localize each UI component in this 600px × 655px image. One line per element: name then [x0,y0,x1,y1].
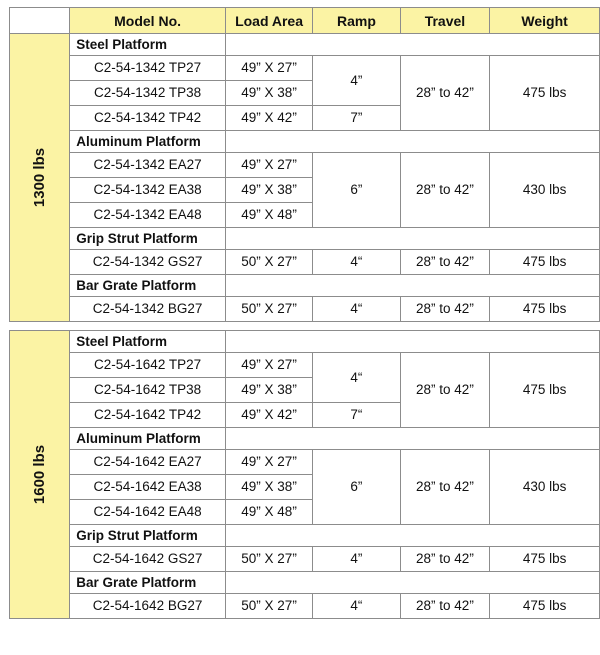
model-number-cell: C2-54-1642 EA27 [70,450,226,475]
group-header-row [10,572,600,594]
load-area-cell: 49” X 38” [225,81,312,106]
platform-group-title: Bar Grate Platform [70,572,226,594]
table-row [10,56,600,81]
load-area-cell: 50” X 27” [225,594,312,619]
ramp-cell: 4“ [313,594,401,619]
platform-group-title: Grip Strut Platform [70,228,226,250]
load-area-cell: 49” X 42” [225,403,312,428]
group-header-filler [225,572,599,594]
load-area-cell: 49” X 27” [225,56,312,81]
load-area-cell: 49” X 38” [225,475,312,500]
group-header-row [10,331,600,353]
model-number-cell: C2-54-1342 EA38 [70,178,226,203]
section-separator [10,322,600,331]
group-header-row [10,428,600,450]
load-area-cell: 49” X 38” [225,178,312,203]
load-area-cell: 50” X 27” [225,250,312,275]
header-travel: Travel [400,8,490,34]
weight-cell: 475 lbs [490,250,600,275]
load-area-cell: 49” X 48” [225,203,312,228]
separator-cell [10,322,600,331]
model-number-cell: C2-54-1342 TP38 [70,81,226,106]
platform-group-title: Aluminum Platform [70,428,226,450]
weight-cell: 430 lbs [490,153,600,228]
travel-cell: 28” to 42” [400,153,490,228]
model-number-cell: C2-54-1642 GS27 [70,547,226,572]
weight-cell: 475 lbs [490,297,600,322]
model-number-cell: C2-54-1342 TP42 [70,106,226,131]
travel-cell: 28” to 42” [400,56,490,131]
table-row [10,353,600,378]
load-area-cell: 50” X 27” [225,297,312,322]
weight-cell: 475 lbs [490,594,600,619]
capacity-label-text: 1300 lbs [31,147,49,208]
ramp-cell: 4“ [313,353,401,403]
group-header-filler [225,525,599,547]
model-number-cell: C2-54-1642 BG27 [70,594,226,619]
load-area-cell: 49” X 27” [225,353,312,378]
group-header-row [10,275,600,297]
load-area-cell: 49” X 27” [225,153,312,178]
load-area-cell: 49” X 42” [225,106,312,131]
ramp-cell: 7” [313,106,401,131]
header-ramp: Ramp [313,8,401,34]
load-area-cell: 49” X 48” [225,500,312,525]
table-row [10,547,600,572]
group-header-row [10,131,600,153]
model-number-cell: C2-54-1642 EA38 [70,475,226,500]
capacity-label [10,34,70,322]
capacity-label-text: 1600 lbs [31,444,49,505]
travel-cell: 28” to 42” [400,297,490,322]
table-row [10,594,600,619]
group-header-filler [225,34,599,56]
table-row [10,297,600,322]
model-number-cell: C2-54-1642 TP42 [70,403,226,428]
table-row [10,153,600,178]
spec-table-container [9,7,600,619]
travel-cell: 28” to 42” [400,594,490,619]
platform-group-title: Aluminum Platform [70,131,226,153]
weight-cell: 475 lbs [490,547,600,572]
ramp-cell: 4“ [313,297,401,322]
travel-cell: 28” to 42” [400,353,490,428]
travel-cell: 28” to 42” [400,547,490,572]
ramp-cell: 6” [313,153,401,228]
header-model: Model No. [70,8,226,34]
spec-table-body [10,34,600,619]
group-header-filler [225,428,599,450]
load-area-cell: 50” X 27” [225,547,312,572]
ramp-cell: 4” [313,547,401,572]
travel-cell: 28” to 42” [400,250,490,275]
group-header-filler [225,228,599,250]
ramp-cell: 4” [313,56,401,106]
header-load-area: Load Area [225,8,312,34]
group-header-row [10,34,600,56]
platform-group-title: Bar Grate Platform [70,275,226,297]
ramp-cell: 4“ [313,250,401,275]
model-number-cell: C2-54-1342 EA27 [70,153,226,178]
ramp-cell: 7“ [313,403,401,428]
header-row [10,8,600,34]
platform-group-title: Grip Strut Platform [70,525,226,547]
group-header-row [10,228,600,250]
load-area-cell: 49” X 38” [225,378,312,403]
group-header-filler [225,275,599,297]
table-row [10,250,600,275]
header-weight: Weight [490,8,600,34]
model-number-cell: C2-54-1342 TP27 [70,56,226,81]
load-area-cell: 49” X 27” [225,450,312,475]
ramp-cell: 6” [313,450,401,525]
weight-cell: 475 lbs [490,353,600,428]
weight-cell: 430 lbs [490,450,600,525]
model-number-cell: C2-54-1342 GS27 [70,250,226,275]
travel-cell: 28” to 42” [400,450,490,525]
header-blank [10,8,70,34]
spec-table [9,7,600,619]
model-number-cell: C2-54-1342 BG27 [70,297,226,322]
model-number-cell: C2-54-1642 EA48 [70,500,226,525]
model-number-cell: C2-54-1642 TP27 [70,353,226,378]
weight-cell: 475 lbs [490,56,600,131]
capacity-label [10,331,70,619]
platform-group-title: Steel Platform [70,34,226,56]
platform-group-title: Steel Platform [70,331,226,353]
model-number-cell: C2-54-1642 TP38 [70,378,226,403]
group-header-filler [225,131,599,153]
table-row [10,450,600,475]
model-number-cell: C2-54-1342 EA48 [70,203,226,228]
group-header-row [10,525,600,547]
group-header-filler [225,331,599,353]
